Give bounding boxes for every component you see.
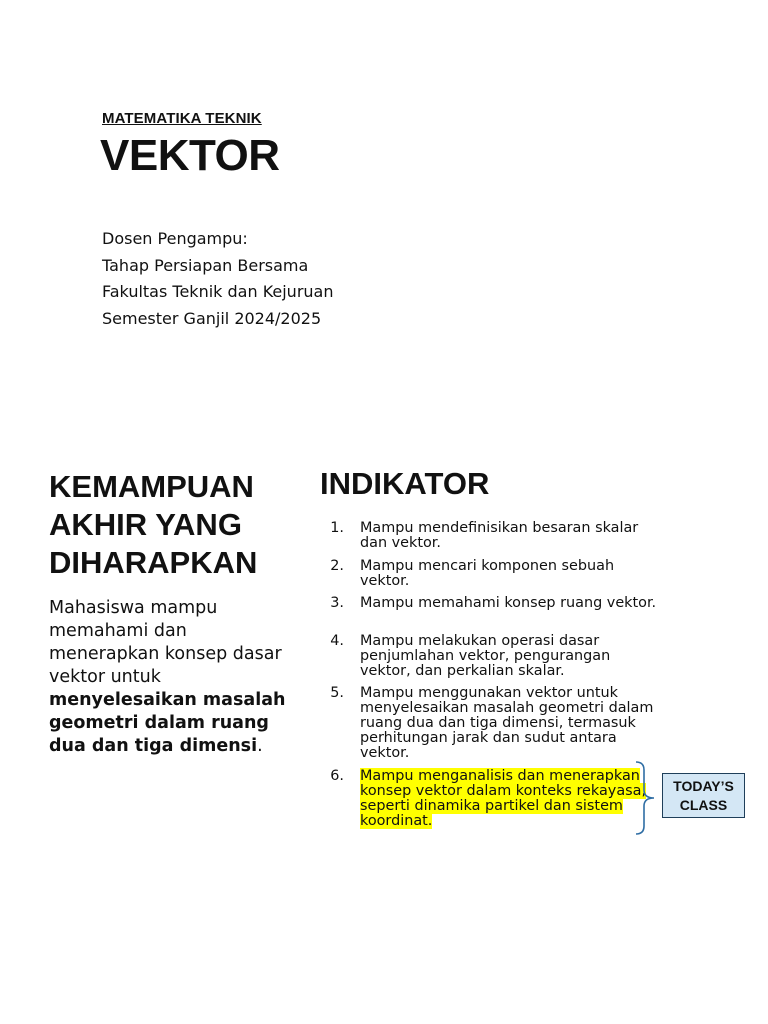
callout-line: TODAY’S (673, 778, 734, 794)
indicator-number: 1. (330, 520, 344, 536)
highlighted-text: Mampu menganalisis dan menerapkan konsep vektor dalam konteks rekayasa, seperti dinamika partikel dan sistem koordinat. (360, 768, 647, 829)
info-line: Fakultas Teknik dan Kejuruan (102, 282, 334, 301)
info-line: Tahap Persiapan Bersama (102, 255, 309, 275)
indicator-text: Mampu mencari komponen sebuah vektor. (360, 558, 615, 589)
outcome-end-text: . (257, 736, 263, 756)
indicator-number: 4. (330, 633, 344, 649)
indicator-number: 6. (330, 768, 344, 784)
outcome-plain-text: Mahasiswa mampu memahami dan menerapkan konsep dasar vektor untuk (49, 598, 282, 687)
indicator-number: 2. (330, 558, 344, 574)
indicator-heading: INDIKATOR (320, 466, 490, 501)
course-name: MATEMATIKA TEKNIK (102, 110, 262, 127)
indicator-number: 3. (330, 595, 344, 611)
page-title: VEKTOR (100, 131, 280, 180)
indicator-text: Mampu melakukan operasi dasar penjumlahan vektor, pengurangan vektor, dan perkalian skalar. (360, 633, 611, 679)
indicator-number: 5. (330, 685, 344, 701)
indicator-text-highlighted (360, 769, 660, 829)
todays-class-callout (662, 773, 745, 818)
outcome-bold-text: menyelesaikan masalah geometri dalam ruang dua dan tiga dimensi (49, 690, 286, 756)
callout-line: CLASS (679, 797, 728, 813)
info-line: Dosen Pengampu: (102, 229, 248, 248)
indicator-text: Mampu memahami konsep ruang vektor. (360, 595, 657, 611)
lecturer-info (102, 226, 333, 332)
info-line: Semester Ganjil 2024/2025 (102, 308, 322, 328)
curly-bracket-icon (634, 760, 660, 836)
learning-outcome-heading: KEMAMPUAN AKHIR YANG DIHARAPKAN (49, 469, 258, 580)
learning-outcome-text (49, 597, 299, 758)
indicator-text: Mampu mendefinisikan besaran skalar dan vektor. (360, 520, 639, 551)
indicator-text: Mampu menggunakan vektor untuk menyelesaikan masalah geometri dalam ruang dua dan tiga dimensi, termasuk perhitungan jarak dan sudut antara vektor. (360, 685, 654, 761)
